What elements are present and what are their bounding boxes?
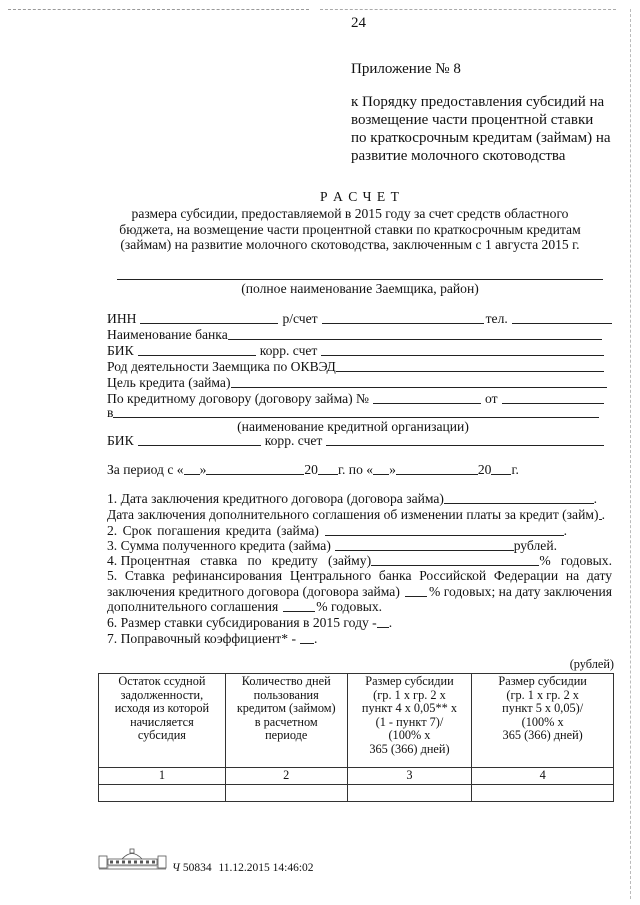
item-4-end: % годовых. [539,553,612,568]
scan-border-top [320,9,616,10]
purpose-field[interactable] [231,375,608,388]
period-year-prefix: 20 [304,462,318,477]
item-1-field[interactable] [444,491,594,504]
period-quote: » [199,462,207,477]
table-cell[interactable] [99,784,226,801]
header-line: пункт 5 х 0,05)/ [502,701,584,716]
table-header-row [99,674,614,768]
period-year-prefix2: 20 [477,462,492,477]
purpose-label: Цель кредита (займа) [107,375,231,390]
document-title: Р А С Ч Е Т [320,189,400,204]
header-line: задолженности, [120,687,204,702]
item-5-contract-label: заключения кредитного договора (договора займа) [107,584,400,599]
item-7-field[interactable] [300,631,314,644]
table-cell[interactable] [225,784,347,801]
appendix-subtitle-line: развитие молочного скотоводства [351,148,566,164]
header-line: Остаток ссудной [118,674,206,688]
bik2-field[interactable] [138,433,261,446]
item-1b-end: . [601,507,605,522]
column-number: 3 [347,768,472,785]
phone-field[interactable] [512,311,612,324]
credit-org-field[interactable] [113,405,599,418]
item-5-line1: 5. Ставка рефинансирования Центрального банка Российской Федерации на дату [107,568,612,583]
item-3-field[interactable] [335,538,514,551]
item-1b-label: Дата заключения дополнительного соглашения об изменении платы за кредит (займ) [107,507,599,522]
item-5-contract-rate-field[interactable] [405,584,427,597]
period-start-year-field[interactable] [318,462,338,475]
period-start-month-field[interactable] [206,462,304,475]
item-3-end: рублей. [513,538,557,553]
column-number: 4 [472,768,614,785]
heading-line: бюджета, на возмещение части процентной ставки по краткосрочным кредитам [119,221,581,237]
subsidy-table [98,673,614,802]
phone-label: тел. [485,311,508,326]
item-2-row [107,523,567,539]
table-header-cell [99,674,226,768]
item-5-agreement-suffix: % годовых. [316,599,383,614]
appendix-subtitle [351,93,611,165]
scan-border-right [630,9,631,899]
bik2-row [107,433,604,449]
bik-row [107,343,604,359]
table-row [99,784,614,801]
account-field[interactable] [322,311,484,324]
table-cell[interactable] [347,784,472,801]
contract-date-field[interactable] [502,391,604,404]
item-5-contract-suffix: % годовых; на дату заключения [429,584,612,599]
period-end-year-field[interactable] [491,462,511,475]
corr-account2-field[interactable] [326,433,604,446]
header-line: пункт 4 х 0,05** х [361,701,457,716]
credit-org-label: в [107,405,114,420]
corr-account-label: корр. счет [259,343,318,358]
header-line: субсидия [137,728,186,743]
header-line: Количество дней [241,674,331,688]
appendix-subtitle-line: возмещение части процентной ставки [351,112,594,128]
scan-border-top [8,9,309,10]
heading-line: размера субсидии, предоставляемой в 2015 году за счет средств областного [131,206,569,221]
borrower-name-field[interactable] [117,279,603,280]
header-line: исходя из которой [114,701,210,716]
registration-number: 50834 [182,862,212,874]
item-5-agreement-label: дополнительного соглашения [107,599,279,614]
contract-label: По кредитному договору (договору займа) № [107,391,370,406]
inn-label: ИНН [107,311,137,326]
bik-field[interactable] [138,343,256,356]
corr-account-field[interactable] [321,343,604,356]
appendix-subtitle-line: к Порядку предоставления субсидий на [351,94,605,110]
item-5-line2 [107,584,612,600]
table-unit: (рублей) [569,657,614,671]
okved-label: Род деятельности Заемщика по ОКВЭД [107,359,336,374]
period-end-label: г. [511,462,519,477]
bank-name-row [107,327,602,343]
item-7-end: . [313,631,318,646]
item-4-label: 4. Процентная ставка по кредиту (займу) [107,553,372,568]
header-line: пользования [253,687,319,702]
page-number: 24 [351,15,366,31]
header-line: Размер субсидии [498,674,587,688]
bank-name-label: Наименование банка [107,327,228,342]
header-line: 365 (366) дней) [369,741,450,756]
inn-row [107,311,612,327]
header-line: периоде [265,728,308,743]
bik2-label: БИК [107,433,134,448]
header-line: кредитом (займом) [236,701,336,716]
header-line: 365 (366) дней) [502,728,583,743]
item-2-field[interactable] [325,523,564,536]
item-5-agreement-rate-field[interactable] [283,599,315,612]
item-2-end: . [563,523,567,538]
item-1b-row [107,507,605,523]
registration-datetime: 11.12.2015 14:46:02 [218,862,314,874]
corr-account2-label: корр. счет [264,433,323,448]
header-line: Размер субсидии [365,674,454,688]
period-to-label: г. по « [337,462,374,477]
header-line: в расчетном [254,714,318,729]
document-heading [100,206,600,253]
item-6-end: . [388,615,393,630]
appendix-title: Приложение № 8 [351,61,461,77]
table-header-cell [347,674,472,768]
item-7-label: 7. Поправочный коэффициент* - [107,631,296,646]
account-label: р/счет [282,311,318,326]
item-6-row [107,615,612,631]
contract-number-field[interactable] [373,391,481,404]
column-number: 1 [99,768,226,785]
item-4-row [107,553,612,569]
item-6-label: 6. Размер ставки субсидирования в 2015 году - [107,615,377,630]
registration-mark-icon: Ч [172,862,180,874]
table-header-cell [472,674,614,768]
period-start-day-field[interactable] [184,462,200,475]
header-line: (100% х [521,714,564,729]
header-line: (1 - пункт 7)/ [375,714,444,729]
item-1-row [107,491,597,507]
item-7-row [107,631,612,647]
okved-row [107,359,604,375]
item-3-label: 3. Сумма полученного кредита (займа) [107,538,331,553]
period-end-day-field[interactable] [373,462,389,475]
period-quote2: » [389,462,396,477]
header-line: (100% х [388,728,431,743]
parliament-emblem-icon [98,848,168,872]
bik-label: БИК [107,343,134,358]
item-4-field[interactable] [371,553,539,566]
item-6-field[interactable] [377,615,389,628]
purpose-row [107,375,607,391]
period-row [107,462,547,478]
period-label: За период с « [107,462,184,477]
header-line: (гр. 1 х гр. 2 х [506,687,579,702]
item-5-line3 [107,599,612,615]
column-number: 2 [225,768,347,785]
appendix-subtitle-line: по краткосрочным кредитам (займам) на [351,130,611,146]
okved-field[interactable] [336,359,604,372]
table-header-cell [225,674,347,768]
item-3-row [107,538,557,554]
period-end-month-field[interactable] [396,462,478,475]
table-column-numbers-row [99,768,614,785]
item-2-label: 2. Срок погашения кредита (займа) [107,523,319,538]
table-cell[interactable] [472,784,614,801]
bank-name-field[interactable] [228,327,602,340]
item-1-end: . [593,491,597,506]
credit-org-caption: (наименование кредитной организации) [237,419,469,434]
header-line: (гр. 1 х гр. 2 х [373,687,446,702]
heading-line: (займам) на развитие молочного скотоводства, заключенным с 1 августа 2015 г. [120,237,580,252]
inn-field[interactable] [140,311,278,324]
item-1-label: 1. Дата заключения кредитного договора (договора займа) [107,491,444,506]
document-registration [172,862,314,875]
borrower-caption: (полное наименование Заемщика, район) [241,281,479,296]
contract-from-label: от [485,391,498,406]
header-line: начисляется [130,714,194,729]
